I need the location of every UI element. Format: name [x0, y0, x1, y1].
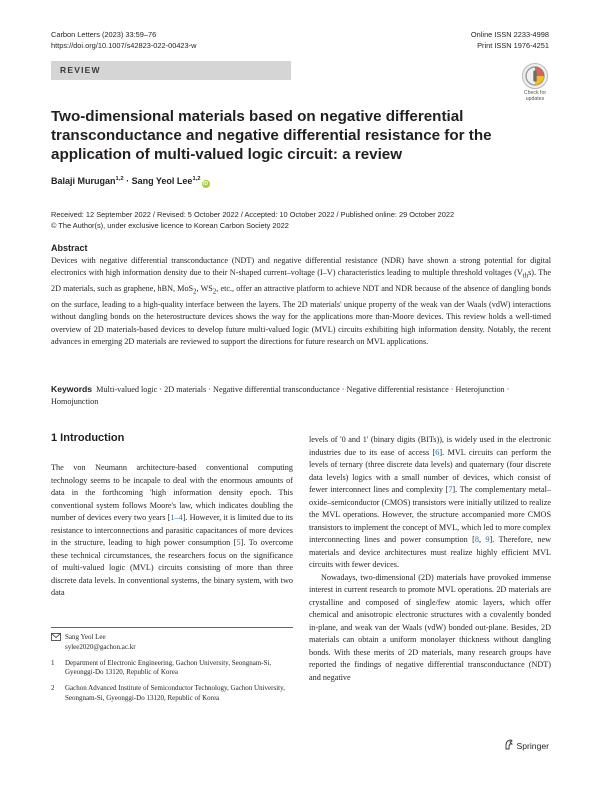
keywords-block	[51, 383, 551, 409]
affiliation-text: Department of Electronic Engineering, Gachon University, Seongnam-Si, Gyeonggi-Do 13120, Republic of Korea	[65, 658, 272, 677]
check-for-updates-badge[interactable]	[520, 63, 550, 102]
keywords-label: Keywords	[51, 384, 93, 394]
author-name[interactable]: Sang Yeol Lee	[131, 176, 193, 186]
abstract-heading: Abstract	[51, 243, 88, 253]
citation-link[interactable]: 5	[236, 538, 241, 547]
badge-text-line2: updates	[525, 96, 545, 102]
affiliation-marker: 2	[51, 684, 55, 693]
abstract-block	[51, 243, 551, 348]
author-name[interactable]: Balaji Murugan	[51, 176, 116, 186]
author-separator: ·	[123, 176, 132, 186]
badge-text-line1: Check for	[523, 90, 547, 96]
abstract-text: Devices with negative differential transconductance (NDT) and negative differential resistance (NDR) have shown a strong potential for digital electronics with high information density due to their N-shaped current–voltage (I–V) characteristics leading to multiple threshold voltages $(V_{th}s)$. The 2D materials, such as graphene, hBN, MoS$_2$, $WS_2$, etc., offer an attractive platform to achieve NDT and NDR because of the absence of dangling bonds on the surface, leading to a high-quality interface between the layers. The 2D materials' unique property of the weak van der Waals (vdW) interactions without dangling bonds on the heterostructure devices shows the way for the applications more than-Moore devices. This review holds a well-timed overview of 2D materials-based devices to develop future multi-valued logic (MVL) circuits exhibiting high information density. Notably, the recent advances in emerging 2D materials are reviewed to support the directions for future research on MVL applications.	[51, 256, 551, 347]
orcid-icon[interactable]: iD	[203, 181, 209, 187]
body-paragraph: The von Neumann architecture-based conventional computing technology seems to be incapale to deal with the enormous amounts of data in the forthcoming 'high information density epoch. This conventional system follows Moore's law, which indicates doubling the number of devices every two years [1–4]. However, it is limited due to its resistance to interconnections and parasitic capacitances of more devices in the structure, leading to high power consumption [5]. To overcome these technical circumstances, the researchers focus on the significance of multi-valued logic (MVL) circuits consisting of more than three discrete data levels. In conventional systems, the binary system, with two data	[51, 463, 293, 597]
running-header-left	[51, 30, 196, 51]
author-affiliation-marks: 1,2	[115, 176, 124, 182]
article-title: Two-dimensional materials based on negative differential transconductance and negative differential resistance for the application of multi-valued logic circuit: a review	[51, 108, 492, 163]
footnotes-block	[51, 633, 293, 704]
publisher-name: Springer	[516, 740, 549, 751]
body-column-left	[51, 462, 293, 600]
body-column-right	[309, 434, 551, 684]
citation-link[interactable]: 1–4	[170, 513, 183, 522]
section-heading: 1 Introduction	[51, 432, 125, 444]
affiliation-2	[51, 684, 293, 704]
body-paragraph: levels of '0 and 1' (binary digits (BITs)), is widely used in the electronic industries due to its ease of access [6]. MVL circuits can perform the levels of ternary (three discrete data levels) and quaternary (four discrete data levels) logics with a small number of devices, which consist of fewer interconnect lines and complexity [7]. The complementary metal–oxide–semiconductor (CMOS) transistors were initially utilized to realize the MVL operations. However, the structure accompanied more CMOS transistors to implement the concept of MVL, which led to more complex interconnecting lines and power consumption [8, 9]. Therefore, new materials and device architectures must realize highly efficient MVL circuits with fewer devices.	[309, 435, 551, 569]
crossmark-icon	[522, 63, 548, 89]
article-type-label: REVIEW	[60, 65, 101, 75]
doi-link[interactable]: https://doi.org/10.1007/s42823-022-00423-w	[51, 40, 197, 50]
affiliation-marker: 1	[51, 658, 55, 667]
corresponding-author	[51, 633, 293, 653]
keywords-list: Multi-valued logic · 2D materials · Negative differential transconductance · Negative differential resistance · Heterojunction · Homojunction	[51, 385, 510, 407]
citation-link[interactable]: 8	[474, 535, 479, 544]
article-history	[51, 210, 551, 231]
body-paragraph: Nowadays, two-dimensional (2D) materials have provoked immense interest in current research to promote MVL operations. 2D materials are crystalline and composed of single/few atomic layers, which offer chemical and anisotropic electronic structures with a covalently bonded in-plane, and weak van der Waals (vdW) bonded out-plane. Besides, 2D materials can obtain a uniform monolayer thickness without dangling bonds. With these merits of 2D materials, many research groups have reported the findings of negative differential transconductance (NDT) and negative	[309, 572, 551, 682]
journal-reference: Carbon Letters (2023) 33:59–76	[51, 30, 157, 39]
citation-link[interactable]: 9	[485, 535, 490, 544]
running-header-right	[471, 30, 549, 51]
publisher-logo	[504, 739, 549, 752]
dates-line: Received: 12 September 2022 / Revised: 5 October 2022 / Accepted: 10 October 2022 / Published online: 29 October 2022	[51, 210, 455, 219]
author-line	[51, 176, 210, 188]
author-affiliation-marks: 1,2	[192, 176, 201, 182]
copyright-line: © The Author(s), under exclusive licence to Korean Carbon Society 2022	[51, 220, 289, 230]
issn-online: Online ISSN 2233-4998	[470, 30, 549, 39]
issn-print: Print ISSN 1976-4251	[477, 40, 549, 50]
corresponding-email[interactable]: sylee2020@gachon.ac.kr	[65, 642, 136, 651]
affiliation-1	[51, 659, 293, 679]
springer-horse-icon	[504, 739, 514, 752]
citation-link[interactable]: 6	[435, 447, 440, 457]
envelope-icon	[51, 633, 65, 653]
footnote-divider	[51, 627, 293, 628]
affiliation-text: Gachon Advanced Institute of Semiconductor Technology, Gachon University, Seongnam-Si, Gyeonggi-Do 13120, Republic of Korea	[65, 684, 285, 702]
corresponding-name: Sang Yeol Lee	[65, 633, 106, 641]
citation-link[interactable]: 7	[448, 485, 453, 494]
